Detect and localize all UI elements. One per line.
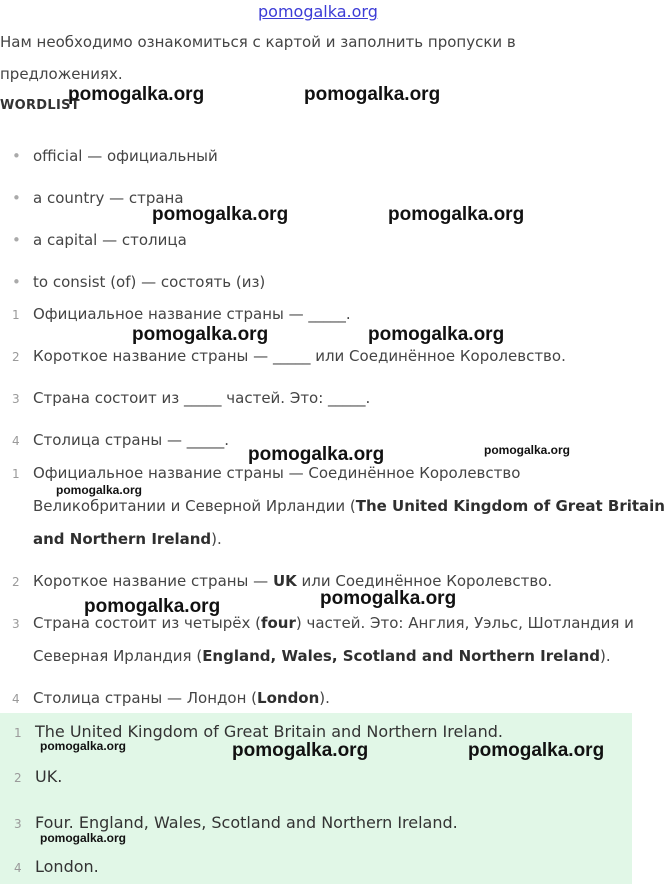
solution-item-1-cont: Великобритании и Северной Ирландии (The United Kingdom of Great Britain <box>33 497 665 515</box>
wordlist-item: • to consist (of) — состоять (из) <box>12 273 266 291</box>
watermark: pomogalka.org <box>40 739 127 753</box>
answer-item: 2 UK. <box>14 767 63 786</box>
intro-line-1: Нам необходимо ознакомиться с картой и заполнить пропуски в <box>0 33 516 51</box>
wordlist-item: • a capital — столица <box>12 231 187 249</box>
watermark: pomogalka.org <box>248 444 385 465</box>
answer-item: 1 The United Kingdom of Great Britain and Northern Ireland. <box>14 722 503 741</box>
bullet-icon: • <box>12 231 21 249</box>
watermark: pomogalka.org <box>484 443 571 457</box>
watermark: pomogalka.org <box>368 324 505 345</box>
item-number: 2 <box>14 771 22 785</box>
item-number: 3 <box>12 392 20 406</box>
solution-item-3: 3 Страна состоит из четырёх (four) частей. Это: Англия, Уэльс, Шотландия и <box>12 614 634 632</box>
item-number: 2 <box>12 575 20 589</box>
intro-line-2: предложениях. <box>0 65 123 83</box>
watermark: pomogalka.org <box>388 204 525 225</box>
wordlist-heading: WORDLIST <box>0 98 80 113</box>
solution-item-1: 1 Официальное название страны — Соединённое Королевство <box>12 464 521 482</box>
wordlist-item: • official — официальный <box>12 147 218 165</box>
bullet-icon: • <box>12 273 21 291</box>
item-number: 1 <box>14 726 22 740</box>
item-number: 3 <box>12 617 20 631</box>
watermark: pomogalka.org <box>56 483 143 497</box>
answer-item: 4 London. <box>14 857 99 876</box>
item-number: 4 <box>14 861 22 875</box>
item-number: 1 <box>12 308 20 322</box>
task-item <box>12 347 566 365</box>
task-item <box>12 305 351 323</box>
watermark: pomogalka.org <box>304 84 441 105</box>
task-item <box>12 389 370 407</box>
task-text: Страна состоит из _____ частей. Это: _____. <box>33 389 371 407</box>
watermark: pomogalka.org <box>84 596 221 617</box>
item-number: 4 <box>12 692 20 706</box>
watermark: pomogalka.org <box>468 740 605 761</box>
solution-item-4: 4 Столица страны — Лондон (London). <box>12 689 330 707</box>
watermark: pomogalka.org <box>232 740 369 761</box>
site-header-link[interactable]: pomogalka.org <box>258 2 378 21</box>
watermark: pomogalka.org <box>40 831 127 845</box>
watermark: pomogalka.org <box>132 324 269 345</box>
bullet-icon: • <box>12 147 21 165</box>
item-number: 1 <box>12 467 20 481</box>
task-text: Короткое название страны — _____ или Соединённое Королевство. <box>33 347 566 365</box>
task-text: Столица страны — _____. <box>33 431 230 449</box>
item-number: 3 <box>14 817 22 831</box>
item-number: 2 <box>12 350 20 364</box>
task-text: Официальное название страны — _____. <box>33 305 351 323</box>
bullet-icon: • <box>12 189 21 207</box>
wordlist-item: • a country — страна <box>12 189 184 207</box>
item-number: 4 <box>12 434 20 448</box>
task-item <box>12 431 229 449</box>
watermark: pomogalka.org <box>68 84 205 105</box>
solution-item-1-cont: and Northern Ireland). <box>33 530 222 548</box>
solution-item-2: 2 Короткое название страны — UK или Соединённое Королевство. <box>12 572 553 590</box>
watermark: pomogalka.org <box>320 588 457 609</box>
watermark: pomogalka.org <box>152 204 289 225</box>
answer-item: 3 Four. England, Wales, Scotland and Northern Ireland. <box>14 813 458 832</box>
solution-item-3-cont: Северная Ирландия (England, Wales, Scotland and Northern Ireland). <box>33 647 611 665</box>
